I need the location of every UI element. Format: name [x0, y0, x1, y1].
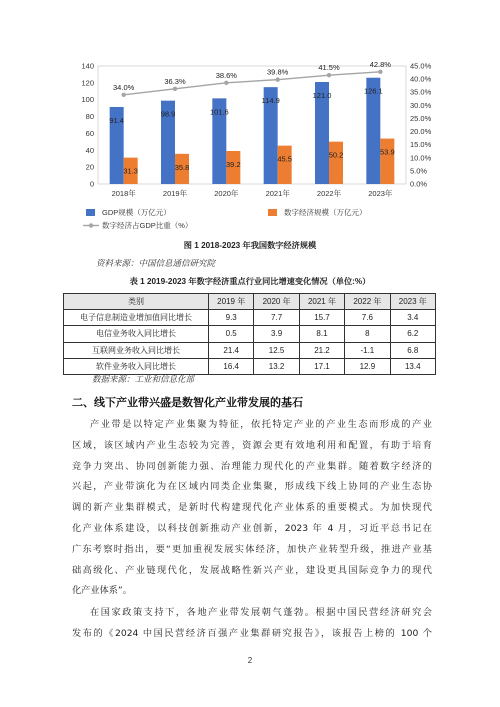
x-tick-label: 2018年: [111, 189, 136, 198]
table-header-cell: 2020 年: [254, 294, 299, 310]
table-cell: 13.4: [390, 358, 435, 374]
y-tick-label: 100: [81, 95, 94, 105]
table-cell: 17.1: [299, 358, 344, 374]
share-point-4: [327, 73, 331, 77]
text-line: 化产业体系建设，以科技创新推动产业创新，2023 年 4 月，习近平总书记在: [72, 522, 432, 534]
bar-data-label: 91.4: [109, 115, 124, 125]
legend-label: 数字经济占GDP比重（%）: [102, 221, 193, 230]
table-cell: 7.6: [345, 310, 390, 326]
text-line: 础高级化、产业链现代化，发展战略性新兴产业，建设更具国际竞争力的现代: [72, 564, 432, 576]
legend-label: GDP规模（万亿元）: [102, 208, 171, 217]
share-data-label: 36.3%: [164, 76, 186, 86]
y-tick-label: 40: [85, 145, 94, 155]
share-data-label: 38.6%: [215, 70, 237, 80]
y2-tick-label: 35.0%: [410, 87, 432, 97]
table-source: 数据来源：工业和信息化部: [92, 374, 195, 384]
bar-data-label: 50.2: [328, 150, 344, 160]
share-data-label: 34.0%: [113, 82, 135, 92]
bar-data-label: 126.1: [363, 86, 383, 96]
legend-swatch: [268, 209, 277, 216]
table-cell: 6.8: [390, 342, 435, 358]
share-data-label: 41.5%: [318, 63, 340, 73]
table-header-cell: 类别: [64, 294, 209, 310]
text-line: 产业带是以特定产业集聚为特征，依托特定产业的产业生态而形成的产业: [90, 419, 432, 430]
table-cell: 13.2: [254, 358, 299, 374]
text-line: 调的新产业集群模式，是新时代构建现代化产业体系的重要模式。为加快现代: [72, 502, 432, 514]
table-cell: 21.2: [299, 342, 344, 358]
table-header-cell: 2022 年: [345, 294, 390, 310]
y2-tick-label: 30.0%: [410, 100, 432, 110]
x-tick-label: 2020年: [214, 189, 239, 198]
table-cell: 21.4: [209, 342, 254, 358]
table-cell: 12.9: [345, 358, 390, 374]
y-tick-label: 0: [89, 179, 94, 189]
y-tick-label: 120: [81, 78, 94, 88]
y2-tick-label: 25.0%: [410, 113, 432, 123]
text-line: 在国家政策支持下，各地产业带发展朝气蓬勃。根据中国民营经济研究会: [90, 607, 432, 618]
legend-swatch: [86, 209, 95, 216]
legend-label: 数字经济规模（万亿元）: [284, 208, 367, 217]
industry-growth-table: [63, 293, 436, 375]
paragraph-2: [72, 603, 432, 645]
bar-data-label: 101.6: [209, 107, 229, 117]
bar-data-label: 121.0: [312, 91, 332, 101]
share-data-label: 42.8%: [369, 59, 391, 69]
y2-tick-label: 45.0%: [410, 61, 432, 71]
table-cell: 3.9: [254, 326, 299, 342]
bar-digital-4: [329, 142, 343, 184]
share-point-5: [378, 70, 382, 74]
share-point-1: [173, 87, 177, 91]
text-line: 广东考察时指出，要“更加重视发展实体经济，加快产业转型升级，推进产业基: [72, 543, 432, 555]
share-point-3: [275, 77, 279, 81]
table-cell: -1.1: [345, 342, 390, 358]
table-row-label: 电子信息制造业增加值同比增长: [64, 310, 209, 326]
y-tick-label: 80: [85, 112, 94, 122]
table-row-label: 电信业务收入同比增长: [64, 326, 209, 342]
y2-tick-label: 5.0%: [410, 166, 428, 176]
y-tick-label: 60: [85, 128, 94, 138]
share-data-label: 39.8%: [267, 67, 289, 77]
text-line: 兴起，产业带演化为在区域内同类企业集聚，形成线下线上协同的产业生态协: [72, 481, 432, 493]
table-cell: 16.4: [209, 358, 254, 374]
table-cell: 12.5: [254, 342, 299, 358]
bar-data-label: 114.9: [261, 96, 280, 106]
bar-digital-3: [278, 146, 292, 184]
table-header-cell: 2019 年: [209, 294, 254, 310]
x-tick-label: 2023年: [368, 189, 393, 198]
y2-tick-label: 10.0%: [410, 153, 432, 163]
share-point-2: [224, 81, 228, 85]
table-header-cell: 2023 年: [390, 294, 435, 310]
section-heading: 二、线下产业带兴盛是数智化产业带发展的基石: [72, 396, 303, 409]
figure-source: 资料来源：中国信息通信研究院: [96, 258, 216, 268]
table-cell: 15.7: [299, 310, 344, 326]
table-cell: 6.2: [390, 326, 435, 342]
table-row-label: 软件业务收入同比增长: [64, 358, 209, 374]
bar-data-label: 31.3: [123, 166, 138, 176]
bar-digital-5: [380, 139, 394, 184]
legend-marker: [89, 223, 93, 227]
digital-economy-chart: [56, 52, 456, 248]
table-cell: 0.5: [209, 326, 254, 342]
table-row: [64, 326, 436, 342]
bar-data-label: 53.9: [380, 147, 395, 157]
table-cell: 3.4: [390, 310, 435, 326]
plot-area: [98, 66, 406, 184]
text-line: 发布的《2024 中国民营经济百强产业集群研究报告》，该报告上榜的 100 个: [72, 627, 432, 639]
table-cell: 8: [345, 326, 390, 342]
y-tick-label: 140: [81, 61, 94, 71]
table-cell: 7.7: [254, 310, 299, 326]
share-point-0: [121, 93, 125, 97]
text-line: 区域，该区域内产业生态较为完善，资源会更有效地利用和配置，有助于培育: [72, 439, 432, 451]
bar-data-label: 98.9: [160, 109, 176, 119]
table-header-row: [64, 294, 436, 310]
figure-caption: 图 1 2018-2023 年我国数字经济规模: [183, 241, 317, 250]
bar-data-label: 45.5: [277, 154, 292, 164]
table-row: [64, 310, 436, 326]
y2-tick-label: 20.0%: [410, 127, 432, 137]
table-row: [64, 342, 436, 358]
table-caption: 表 1 2019-2023 年数字经济重点行业同比增速变化情况（单位:%）: [129, 277, 371, 286]
y2-tick-label: 40.0%: [410, 74, 432, 84]
table-cell: 9.3: [209, 310, 254, 326]
table-cell: 8.1: [299, 326, 344, 342]
y2-tick-label: 15.0%: [410, 140, 432, 150]
x-tick-label: 2022年: [316, 189, 342, 198]
x-tick-label: 2021年: [265, 189, 290, 198]
text-line: 竞争力突出、协同创新能力强、治理能力现代化的产业集群。随着数字经济的: [72, 460, 432, 472]
x-tick-label: 2019年: [162, 189, 188, 198]
bar-data-label: 35.8: [174, 162, 190, 172]
y2-tick-label: 0.0%: [410, 179, 428, 189]
paragraph-1: [72, 415, 432, 602]
bar-data-label: 39.2: [226, 159, 241, 169]
table-row-label: 互联网业务收入同比增长: [64, 342, 209, 358]
text-line: 化产业体系”。: [72, 585, 132, 597]
table-row: [64, 358, 436, 374]
y-tick-label: 20: [85, 162, 94, 172]
table-header-cell: 2021 年: [299, 294, 344, 310]
share-line: [124, 72, 381, 95]
page-number: 2: [247, 656, 253, 665]
